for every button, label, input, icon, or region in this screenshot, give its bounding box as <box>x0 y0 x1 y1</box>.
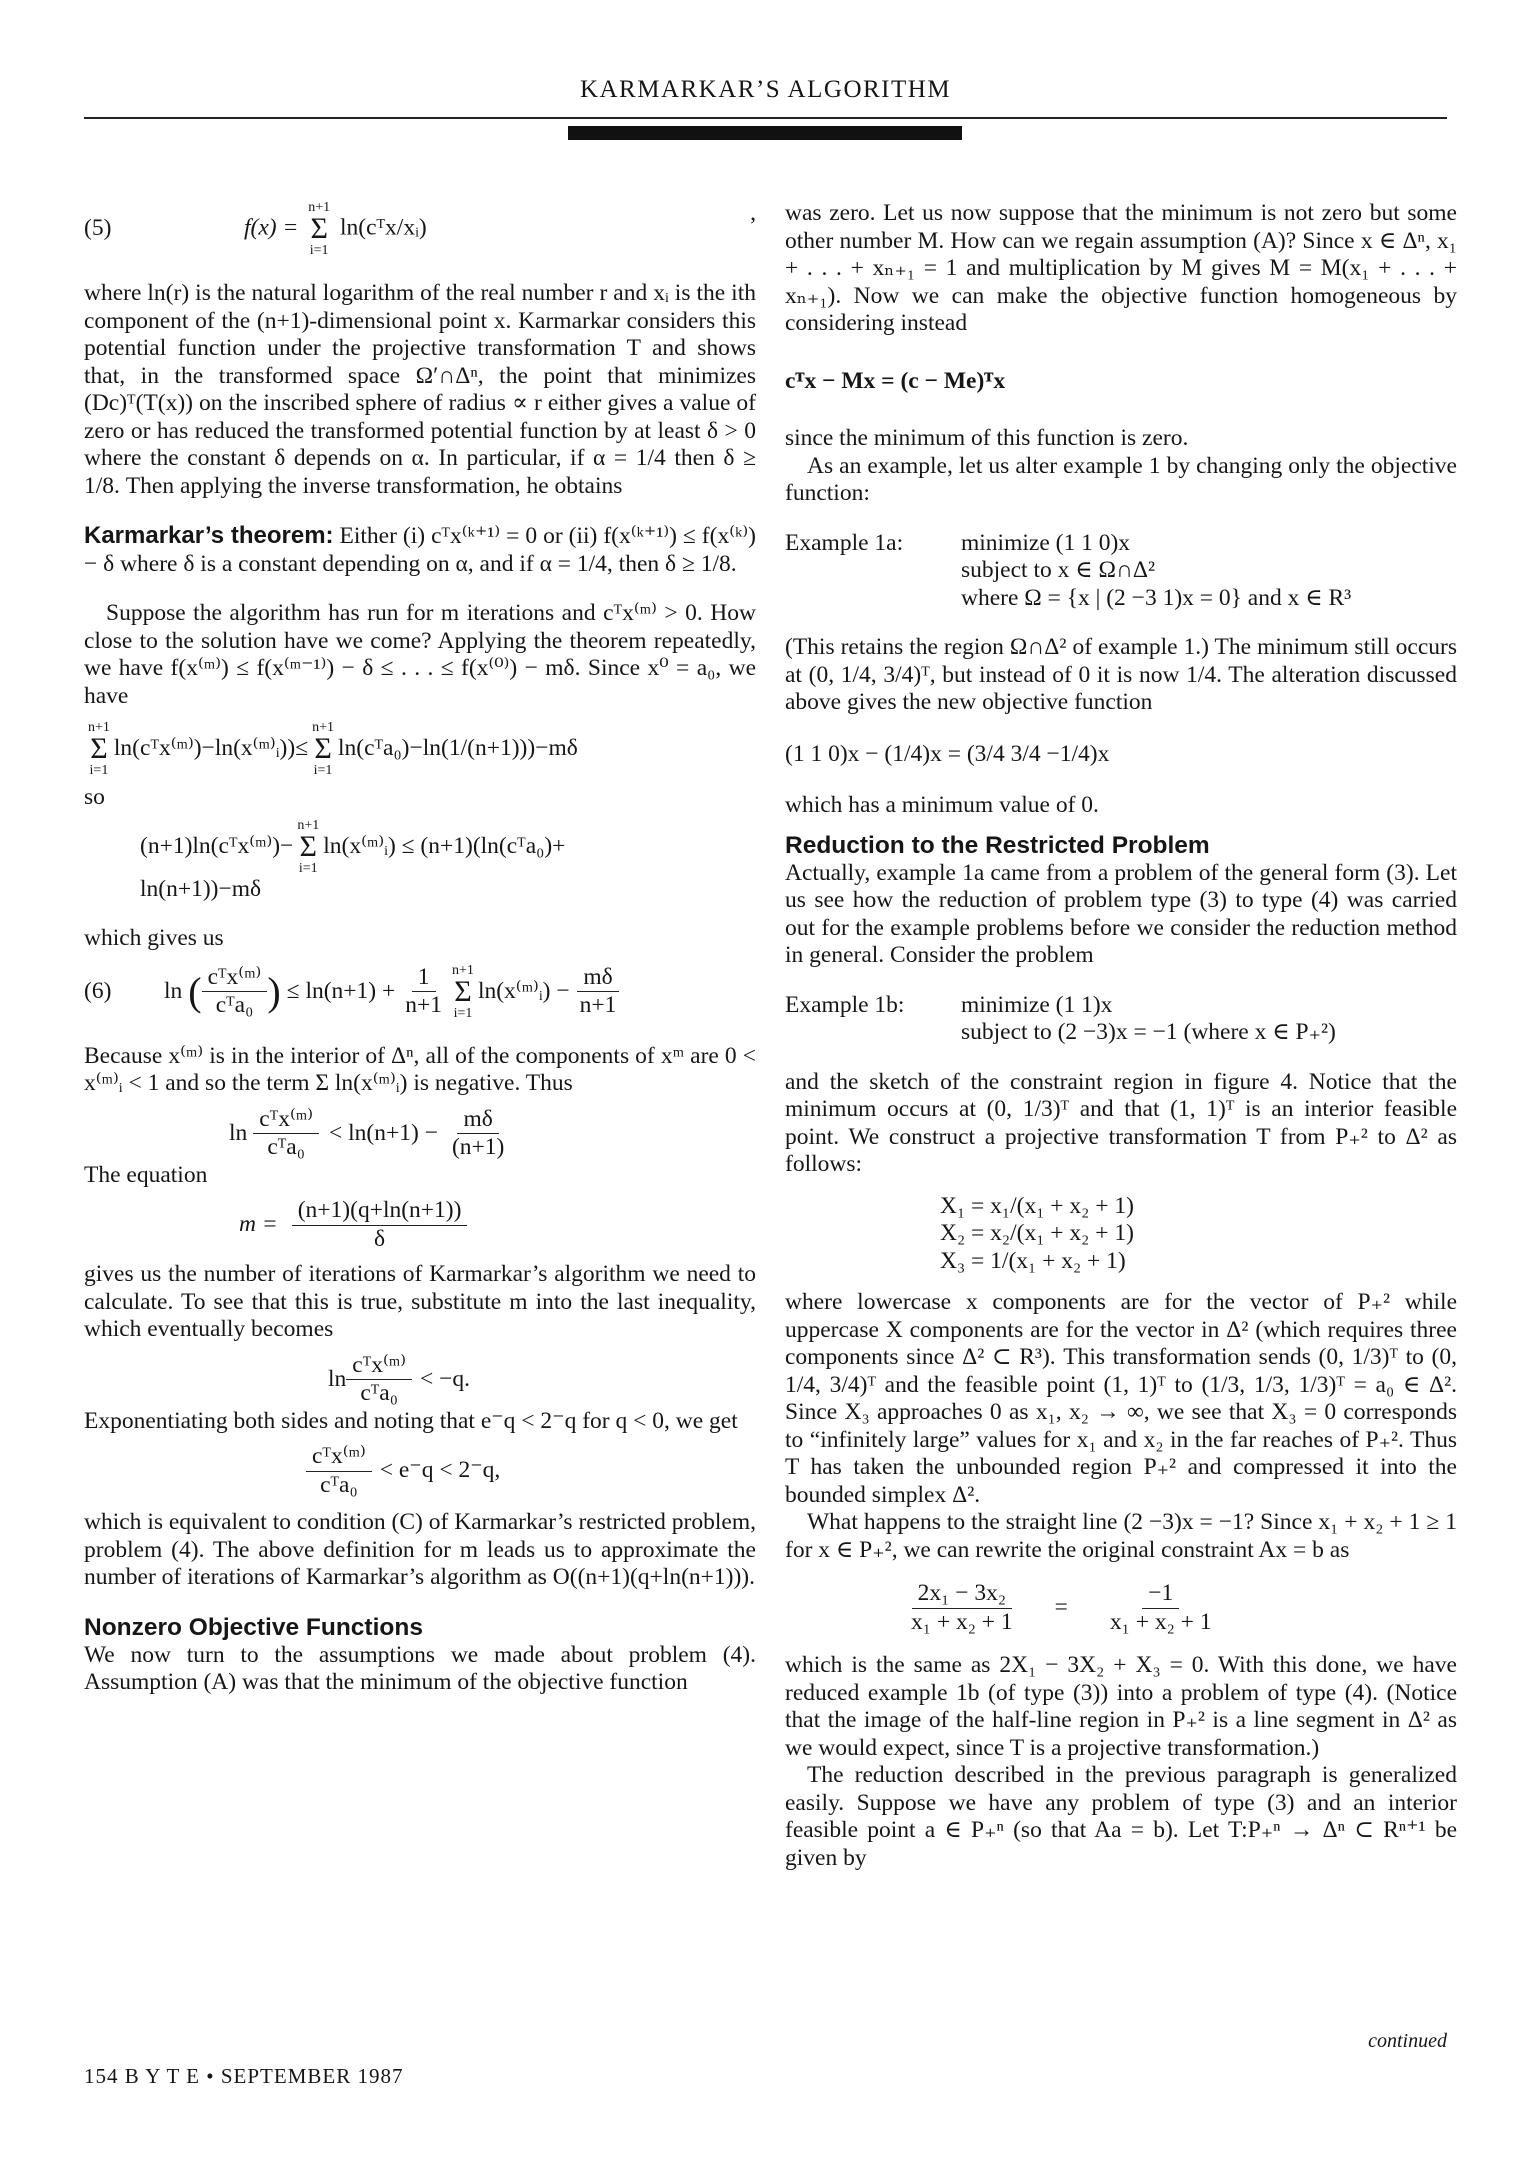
continued-label: continued <box>1368 2030 1447 2052</box>
eq5-lhs: f(x) = <box>244 214 305 241</box>
inequality-2: (n+1)ln(cᵀx⁽ᵐ⁾)− n+1 Σ i=1 ln(x⁽ᵐ⁾ᵢ) ≤ (n+1)(ln(cᵀa₀)+ <box>140 817 566 876</box>
paragraph: Exponentiating both sides and noting that e⁻q < 2⁻q for q < 0, we get <box>84 1407 738 1434</box>
new-objective-equation: (1 1 0)x − (1/4)x = (3/4 3/4 −1/4)x <box>785 740 1110 767</box>
paragraph: which has a minimum value of 0. <box>785 792 1099 818</box>
example-1b: Example 1b: minimize (1 1)x subject to (2 −3)x = −1 (where x ∈ P₊²) <box>785 991 1336 1045</box>
sum-symbol: n+1 Σ i=1 <box>308 200 331 258</box>
eq5-label: (5) <box>84 215 112 242</box>
transformation-equations: X₁ = x₁/(x₁ + x₂ + 1) X₂ = x₂/(x₁ + x₂ + 1) X₃ = 1/(x₁ + x₂ + 1) <box>940 1192 1134 1274</box>
paragraph: which is equivalent to condition (C) of Karmarkar’s restricted problem, problem (4). The above definition for m leads us to approximate the number of iterations of Karmarkar’s algorithm as O((n+1)(q+ln(n+1))). <box>84 1509 756 1590</box>
header-bar <box>568 126 962 140</box>
eq5-rhs: ln(cᵀx/xᵢ) <box>340 214 427 241</box>
paragraph: which gives us <box>84 925 224 951</box>
inequality-4: ln $\frac{\text{cᵀx⁽ᵐ⁾}}{\text{cᵀa₀}}$ < −q. <box>328 1351 471 1406</box>
equation-6: (6) ln ( $\frac{\text{cᵀx⁽ᵐ⁾}}{\text{cᵀa₀}}$ ) ≤ ln(n+1) + $\frac{1}{n+1}$ n+1 Σ i=1 ln(x⁽ᵐ⁾ᵢ) − $\frac{m\delta}{n+1}$ <box>84 963 756 1021</box>
left-column: (5) f(x) = n+1 Σ i=1 ln(cᵀx/xᵢ) , where ln(r) is the natural logarithm of the real number r and xᵢ is the ith component of the (n+1)-dimensional point x. Karmarkar considers this potential function under the projective transformation T and shows that, in the transformed space Ω′∩Δⁿ, the point that minimizes (Dc)ᵀ(T(x)) on the inscribed sphere of radius ∝ r either gives a value of zero or has reduced the transformed potential function by at least δ > 0 where the constant δ depends on α. In particular, if α = 1/4 then δ ≥ 1/8. Then applying the inverse transformation, he obtains Karmarkar’s theorem: Either (i) cᵀx⁽ᵏ⁺¹⁾ = 0 or (ii) f(x⁽ᵏ⁺¹⁾) ≤ f(x⁽ᵏ⁾) − δ where δ is a constant depending on α, and if α = 1/4, then δ ≥ 1/8. Suppose the algorithm has run for m iterations and cᵀx⁽ᵐ⁾ > 0. How close to the solution have we come? Applying the theorem repeatedly, we have f(x⁽ᵐ⁾) ≤ f(x⁽ᵐ⁻¹⁾) − δ ≤ . . . ≤ f(x⁽⁰⁾) − mδ. Since x⁰ = a₀, we have n+1 Σ i=1 ln(cᵀx⁽ᵐ⁾)−ln(x⁽ᵐ⁾ᵢ))≤ n+1 Σ i=1 ln(cᵀa₀)−ln(1/(n+1)))−mδ so (n+1)ln(cᵀx⁽ᵐ⁾)− n+1 Σ i=1 ln(x⁽ᵐ⁾ᵢ) ≤ (n+1)(ln(cᵀa₀)+ ln(n+1))−mδ which gives us (6) ln ( $\frac{\text{cᵀx⁽ᵐ⁾}}{\text{cᵀa₀}}$ ) ≤ ln(n+1) + $\frac{1}{n+1}$ n+1 Σ i=1 ln(x⁽ᵐ⁾ᵢ) − $\frac{m\delta}{n+1}$ Because x⁽ᵐ⁾ is in the interior of Δⁿ, all of the components of xᵐ are 0 < x⁽ᵐ⁾ᵢ < 1 and so the term Σ ln(x⁽ᵐ⁾ᵢ) is negative. Thus ln $\frac{\text{cᵀx⁽ᵐ⁾}}{\text{cᵀa₀}}$ < ln(n+1) − $\frac{m\delta}{(n+1)}$ The equation m = $\frac{(n+1)(q+\ln(n+1))}{\delta}$ gives us the number of iterations of Karmarkar’s algorithm we need to calculate. To see that this is true, substitute m into the last inequality, which eventually becomes ln $\frac{\text{cᵀx⁽ᵐ⁾}}{\text{cᵀa₀}}$ < −q. Exponentiating both sides and noting that e⁻q < 2⁻q for q < 0, we get $\frac{\text{cᵀx⁽ᵐ⁾}}{\text{cᵀa₀}}$ < e⁻q < 2⁻q, which is equivalent to condition (C) of Karmarkar’s restricted problem, problem (4). The above definition for m leads us to approximate the number of iterations of Karmarkar’s algorithm as O((n+1)(q+ln(n+1))). Nonzero Objective Functions We now turn to the assumptions we made about problem (4). Assumption (A) was that the minimum of the objective function <box>84 200 756 1695</box>
iteration-count-equation: m = $\frac{(n+1)(q+\ln(n+1))}{\delta}$ <box>84 1197 756 1253</box>
homogeneous-equation: cᵀx − Mx = (c − Me)ᵀx <box>785 367 1006 394</box>
section-heading: Reduction to the Restricted Problem <box>785 831 1210 859</box>
paragraph: was zero. Let us now suppose that the minimum is not zero but some other number M. How can we regain assumption (A)? Since x ∈ Δⁿ, x₁ + . . . + xₙ₊₁ = 1 and multiplication by M gives M = M(x₁ + . . . + xₙ₊₁). Now we can make the objective function homogeneous by considering instead <box>785 200 1457 336</box>
inequality-5: $\frac{\text{cᵀx⁽ᵐ⁾}}{\text{cᵀa₀}}$ < e⁻q < 2⁻q, <box>84 1443 756 1499</box>
paragraph: since the minimum of this function is zero. <box>785 425 1189 451</box>
paragraph: The equation <box>84 1161 208 1188</box>
right-column <box>785 200 1457 1872</box>
so-label: so <box>84 784 105 810</box>
paragraph: The reduction described in the previous paragraph is generalized easily. Suppose we have any problem of type (3) and an interior feasible point a ∈ P₊ⁿ (so that Aa = b). Let T:P₊ⁿ → Δⁿ ⊂ Rⁿ⁺¹ be given by <box>785 1762 1457 1871</box>
inequality-1: n+1 Σ i=1 ln(cᵀx⁽ᵐ⁾)−ln(x⁽ᵐ⁾ᵢ))≤ n+1 Σ i=1 ln(cᵀa₀)−ln(1/(n+1)))−mδ <box>88 720 578 778</box>
paragraph: and the sketch of the constraint region in figure 4. Notice that the minimum occurs at (0, 1/3)ᵀ and that (1, 1)ᵀ is an interior feasible point. We construct a projective transformation T from P₊² to Δ² as follows: <box>785 1068 1457 1177</box>
paragraph: We now turn to the assumptions we made about problem (4). Assumption (A) was that the minimum of the objective function <box>84 1641 756 1695</box>
paragraph: Because x⁽ᵐ⁾ is in the interior of Δⁿ, all of the components of xᵐ are 0 < x⁽ᵐ⁾ᵢ < 1 and so the term Σ ln(x⁽ᵐ⁾ᵢ) is negative. Thus <box>84 1042 756 1096</box>
constraint-fraction-equation: $\frac{\text{2x₁ − 3x₂}}{\text{x₁ + x₂ + 1}}$ = $\frac{-1}{\text{x₁ + x₂ + 1}}$ <box>911 1580 1212 1635</box>
theorem-text: Either (i) cᵀx⁽ᵏ⁺¹⁾ = 0 or (ii) f(x⁽ᵏ⁺¹⁾) ≤ f(x⁽ᵏ⁾) − δ where δ is a constant depending on α, and if α = 1/4, then δ ≥ 1/8. <box>84 523 756 577</box>
paragraph: Suppose the algorithm has run for m iterations and cᵀx⁽ᵐ⁾ > 0. How close to the solution have we come? Applying the theorem repeatedly, we have f(x⁽ᵐ⁾) ≤ f(x⁽ᵐ⁻¹⁾) − δ ≤ . . . ≤ f(x⁽⁰⁾) − mδ. Since x⁰ = a₀, we have <box>84 600 756 709</box>
equation-5: (5) f(x) = n+1 Σ i=1 ln(cᵀx/xᵢ) , <box>84 200 756 258</box>
paragraph: As an example, let us alter example 1 by changing only the objective function: <box>785 452 1457 506</box>
paragraph: where lowercase x components are for the vector of P₊² while uppercase X components are for the vector in Δ² (which requires three components since Δ² ⊂ R³). This transformation sends (0, 1/3)ᵀ to (0, 1/4, 3/4)ᵀ and the feasible point (1, 1)ᵀ to (1/3, 1/3, 1/3)ᵀ = a₀ ∈ Δ². Since X₃ approaches 0 as x₁, x₂ → ∞, we see that X₃ = 0 corresponds to “infinitely large” values for x₁ and x₂ in the far reaches of P₊². Thus T has taken the unbounded region P₊² and compressed it into the bounded simplex Δ². <box>785 1289 1457 1508</box>
theorem <box>84 522 756 578</box>
example-1a: Example 1a: minimize (1 1 0)x subject to x ∈ Ω∩Δ² where Ω = {x | (2 −3 1)x = 0} and x ∈ R³ <box>785 529 1352 611</box>
paragraph: gives us the number of iterations of Karmarkar’s algorithm we need to calculate. To see that this is true, substitute m into the last inequality, which eventually becomes <box>84 1261 756 1342</box>
header-rule <box>84 117 1447 119</box>
section-heading: Nonzero Objective Functions <box>84 1613 423 1641</box>
paragraph: Actually, example 1a came from a problem of the general form (3). Let us see how the reduction of problem type (3) to type (4) was carried out for the example problems before we consider the reduction method in general. Consider the problem <box>785 859 1457 968</box>
paragraph: where ln(r) is the natural logarithm of the real number r and xᵢ is the ith component of the (n+1)-dimensional point x. Karmarkar considers this potential function under the projective transformation T and shows that, in the transformed space Ω′∩Δⁿ, the point that minimizes (Dc)ᵀ(T(x)) on the inscribed sphere of radius ∝ r either gives a value of zero or has reduced the transformed potential function by at least δ > 0 where the constant δ depends on α. In particular, if α = 1/4 then δ ≥ 1/8. Then applying the inverse transformation, he obtains <box>84 280 756 499</box>
theorem-title: Karmarkar’s theorem: <box>84 522 334 549</box>
running-header: KARMARKAR’S ALGORITHM <box>579 76 952 103</box>
inequality-3: ln $\frac{\text{cᵀx⁽ᵐ⁾}}{\text{cᵀa₀}}$ < ln(n+1) − $\frac{m\delta}{(n+1)}$ <box>229 1105 505 1160</box>
page-footer: 154 B Y T E • SEPTEMBER 1987 <box>84 2064 404 2088</box>
paragraph: What happens to the straight line (2 −3)x = −1? Since x₁ + x₂ + 1 ≥ 1 for x ∈ P₊², we can rewrite the original constraint Ax = b as <box>785 1509 1457 1563</box>
paragraph: which is the same as 2X₁ − 3X₂ + X₃ = 0. With this done, we have reduced example 1b (of type (3)) into a problem of type (4). (Notice that the image of the half-line region in P₊² is a line segment in Δ² as we would expect, since T is a projective transformation.) <box>785 1652 1457 1761</box>
paragraph: (This retains the region Ω∩Δ² of example 1.) The minimum still occurs at (0, 1/4, 3/4)ᵀ, but instead of 0 it is now 1/4. The alteration discussed above gives the new objective function <box>785 634 1457 715</box>
